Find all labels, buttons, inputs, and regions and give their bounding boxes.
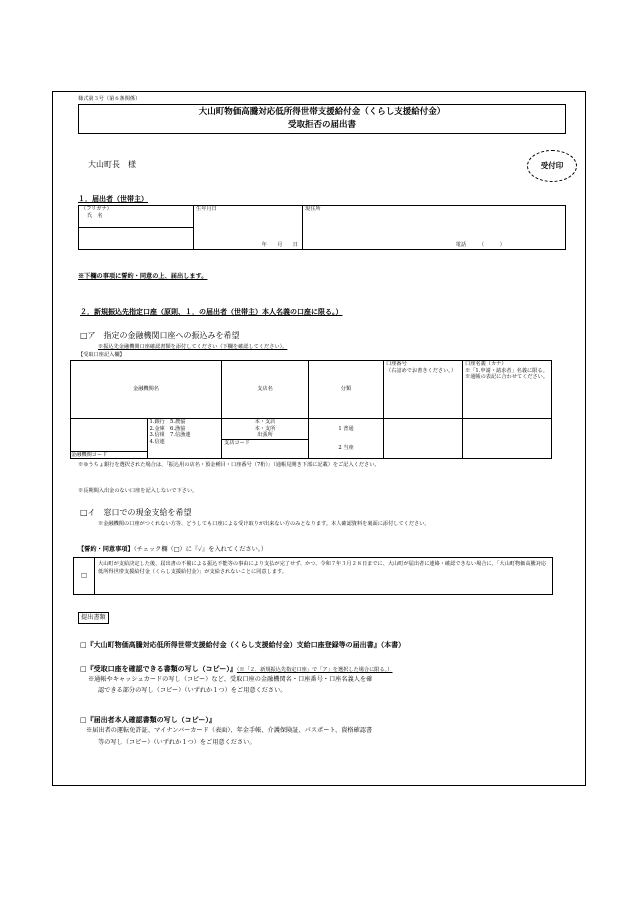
name-label: 氏 名 (87, 212, 103, 219)
th-type: 分類 (309, 361, 384, 419)
pledge-heading (78, 546, 267, 554)
doc-item-2[interactable]: □『受取口座を確認できる書類の写し（コピー）』 (80, 664, 237, 673)
bank-type-2: 2.金庫 6.漁協 (149, 425, 186, 432)
dob-label: 生年月日 (196, 206, 217, 212)
furigana-label: （フリガナ） (81, 206, 112, 212)
th-holder-note1: ※「1.申請・請求者」名義に限る。 (465, 367, 548, 374)
th-holder (463, 361, 552, 419)
doc-item-2-sub1: ※通帳やキャッシュカードの写し（コピー）など、受取口座の金融機関名・口座番号・口座名義人を確 (88, 676, 373, 683)
doc-item-2-note: （※「２．新規振込先指定口座」で「ア」を選択した場合に限る。） (236, 667, 393, 673)
applicant-table (78, 205, 566, 250)
entry-label: 【受取口座記入欄】 (78, 352, 125, 358)
name-cell[interactable] (79, 228, 194, 250)
doc-item-3-sub2: 等の写し（コピー）（いずれか１つ）をご用意ください。 (98, 739, 256, 746)
form-title (78, 104, 566, 134)
dob-cell[interactable] (194, 206, 303, 250)
pledge-instruction: （チェック欄（□）に『✓』を入れてください。） (133, 546, 268, 553)
bank-code-label: 金融機関コード (71, 451, 147, 459)
oath-note: ※下欄の事項に誓約・同意の上、届出します。 (78, 273, 208, 280)
th-bank: 金融機関名 (71, 361, 222, 419)
th-holder-note2: ※通帳の表記に合わせてください。 (465, 374, 549, 380)
yucho-note: ※ゆうちょ銀行を選択された場合は、「振込用の店名・預金種目・口座番号（7桁）」（通帳見開き下部に記載）をご記入ください。 (78, 462, 380, 468)
section1-heading: １．届出者（世帯主） (78, 194, 148, 203)
pledge-checkbox[interactable]: □ (74, 558, 95, 594)
branch-type-3: 出張所 (257, 432, 273, 438)
branch-type-2: 本・支所 (254, 425, 276, 432)
pledge-title: 【誓約・同意事項】 (78, 546, 134, 553)
th-holder-label: 口座名義（カナ） (465, 361, 507, 367)
branch-code-label: 支店コード (222, 439, 308, 447)
account-table (70, 360, 552, 459)
title-line-2: 受取拒否の届出書 (287, 120, 356, 130)
bank-type-1: 1.銀行 5.農協 (149, 419, 186, 425)
furigana-cell[interactable] (79, 206, 194, 228)
branch-type-1: 本・支店 (254, 419, 276, 425)
th-accno-note: （右詰めでお書きください。） (386, 367, 457, 374)
th-accno (384, 361, 463, 419)
long-note: ※長期間入出金のない口座を記入しないで下さい。 (78, 488, 198, 494)
bank-type-cell[interactable] (147, 419, 221, 459)
dob-ymd: 年 月 日 (261, 241, 298, 248)
pledge-box (73, 557, 553, 595)
address-cell[interactable] (303, 206, 566, 250)
address-label: 現住所 (305, 206, 321, 212)
accno-input[interactable] (384, 419, 463, 459)
reception-stamp: 受付印 (527, 150, 577, 182)
form-number: 様式第３号（第６条関係） (78, 96, 141, 102)
option-i-note: ※金融機関の口座がつくれない方等、どうしても口座による受け取りが出来ない方のみとなります。本人確認資料を裏面に添付してください。 (98, 521, 430, 527)
section2-heading: ２．新規振込先指定口座（原則、１．の届出者（世帯主）本人名義の口座に限る。） (80, 307, 343, 316)
doc-item-2-row (80, 664, 392, 674)
acc-type-2: 2 当座 (338, 444, 354, 451)
pledge-text: 大山町が支給決定した後、届出書の不備による振込不能等の事由により支払が完了せず、かつ、令和７年３月２８日までに、大山町が届出者に連絡・確認できない場合に、「大山町物価高騰対応低所得世帯支援給付金（くらし支援給付金）」が支給されないことに同意します。 (98, 561, 547, 575)
docs-heading: 提出書類 (78, 612, 109, 624)
branch-cell[interactable] (222, 419, 309, 459)
phone-label: 電話 （ ） (455, 241, 505, 248)
option-a[interactable]: □ア 指定の金融機関口座への振込みを希望 (80, 331, 240, 340)
acc-type-1: 1 普通 (338, 426, 354, 432)
option-i[interactable]: □イ 窓口での現金支給を希望 (80, 508, 192, 517)
bank-type-3: 3.信組 7.信漁連 (149, 432, 191, 438)
acc-type-cell[interactable] (309, 419, 384, 459)
option-a-note: ※振込先金融機関口座確認書類を添付してください（下欄を確認してください）。 (98, 344, 288, 350)
doc-item-1[interactable]: □『大山町物価高騰対応低所得世帯支援給付金（くらし支援給付金）支給口座登録等の届出書』（本書） (80, 640, 406, 649)
bank-name-input[interactable] (71, 419, 148, 459)
title-line-1: 大山町物価高騰対応低所得世帯支援給付金（くらし支援給付金） (198, 107, 446, 117)
doc-item-3[interactable]: □『届出者本人確認書類の写し（コピー）』 (80, 715, 216, 724)
doc-item-2-sub2: 認できる部分の写し（コピー）（いずれか１つ）をご用意ください。 (98, 687, 287, 694)
addressee: 大山町長 様 (88, 160, 136, 169)
bank-type-4: 4.信連 (149, 438, 165, 445)
th-branch: 支店名 (222, 361, 309, 419)
holder-input[interactable] (463, 419, 552, 459)
doc-item-3-sub1: ※届出者の運転免許証、マイナンバーカード（表面）、年金手帳、介護保険証、パスポート、資格確認書 (86, 727, 373, 734)
th-accno-label: 口座番号 (386, 361, 407, 367)
